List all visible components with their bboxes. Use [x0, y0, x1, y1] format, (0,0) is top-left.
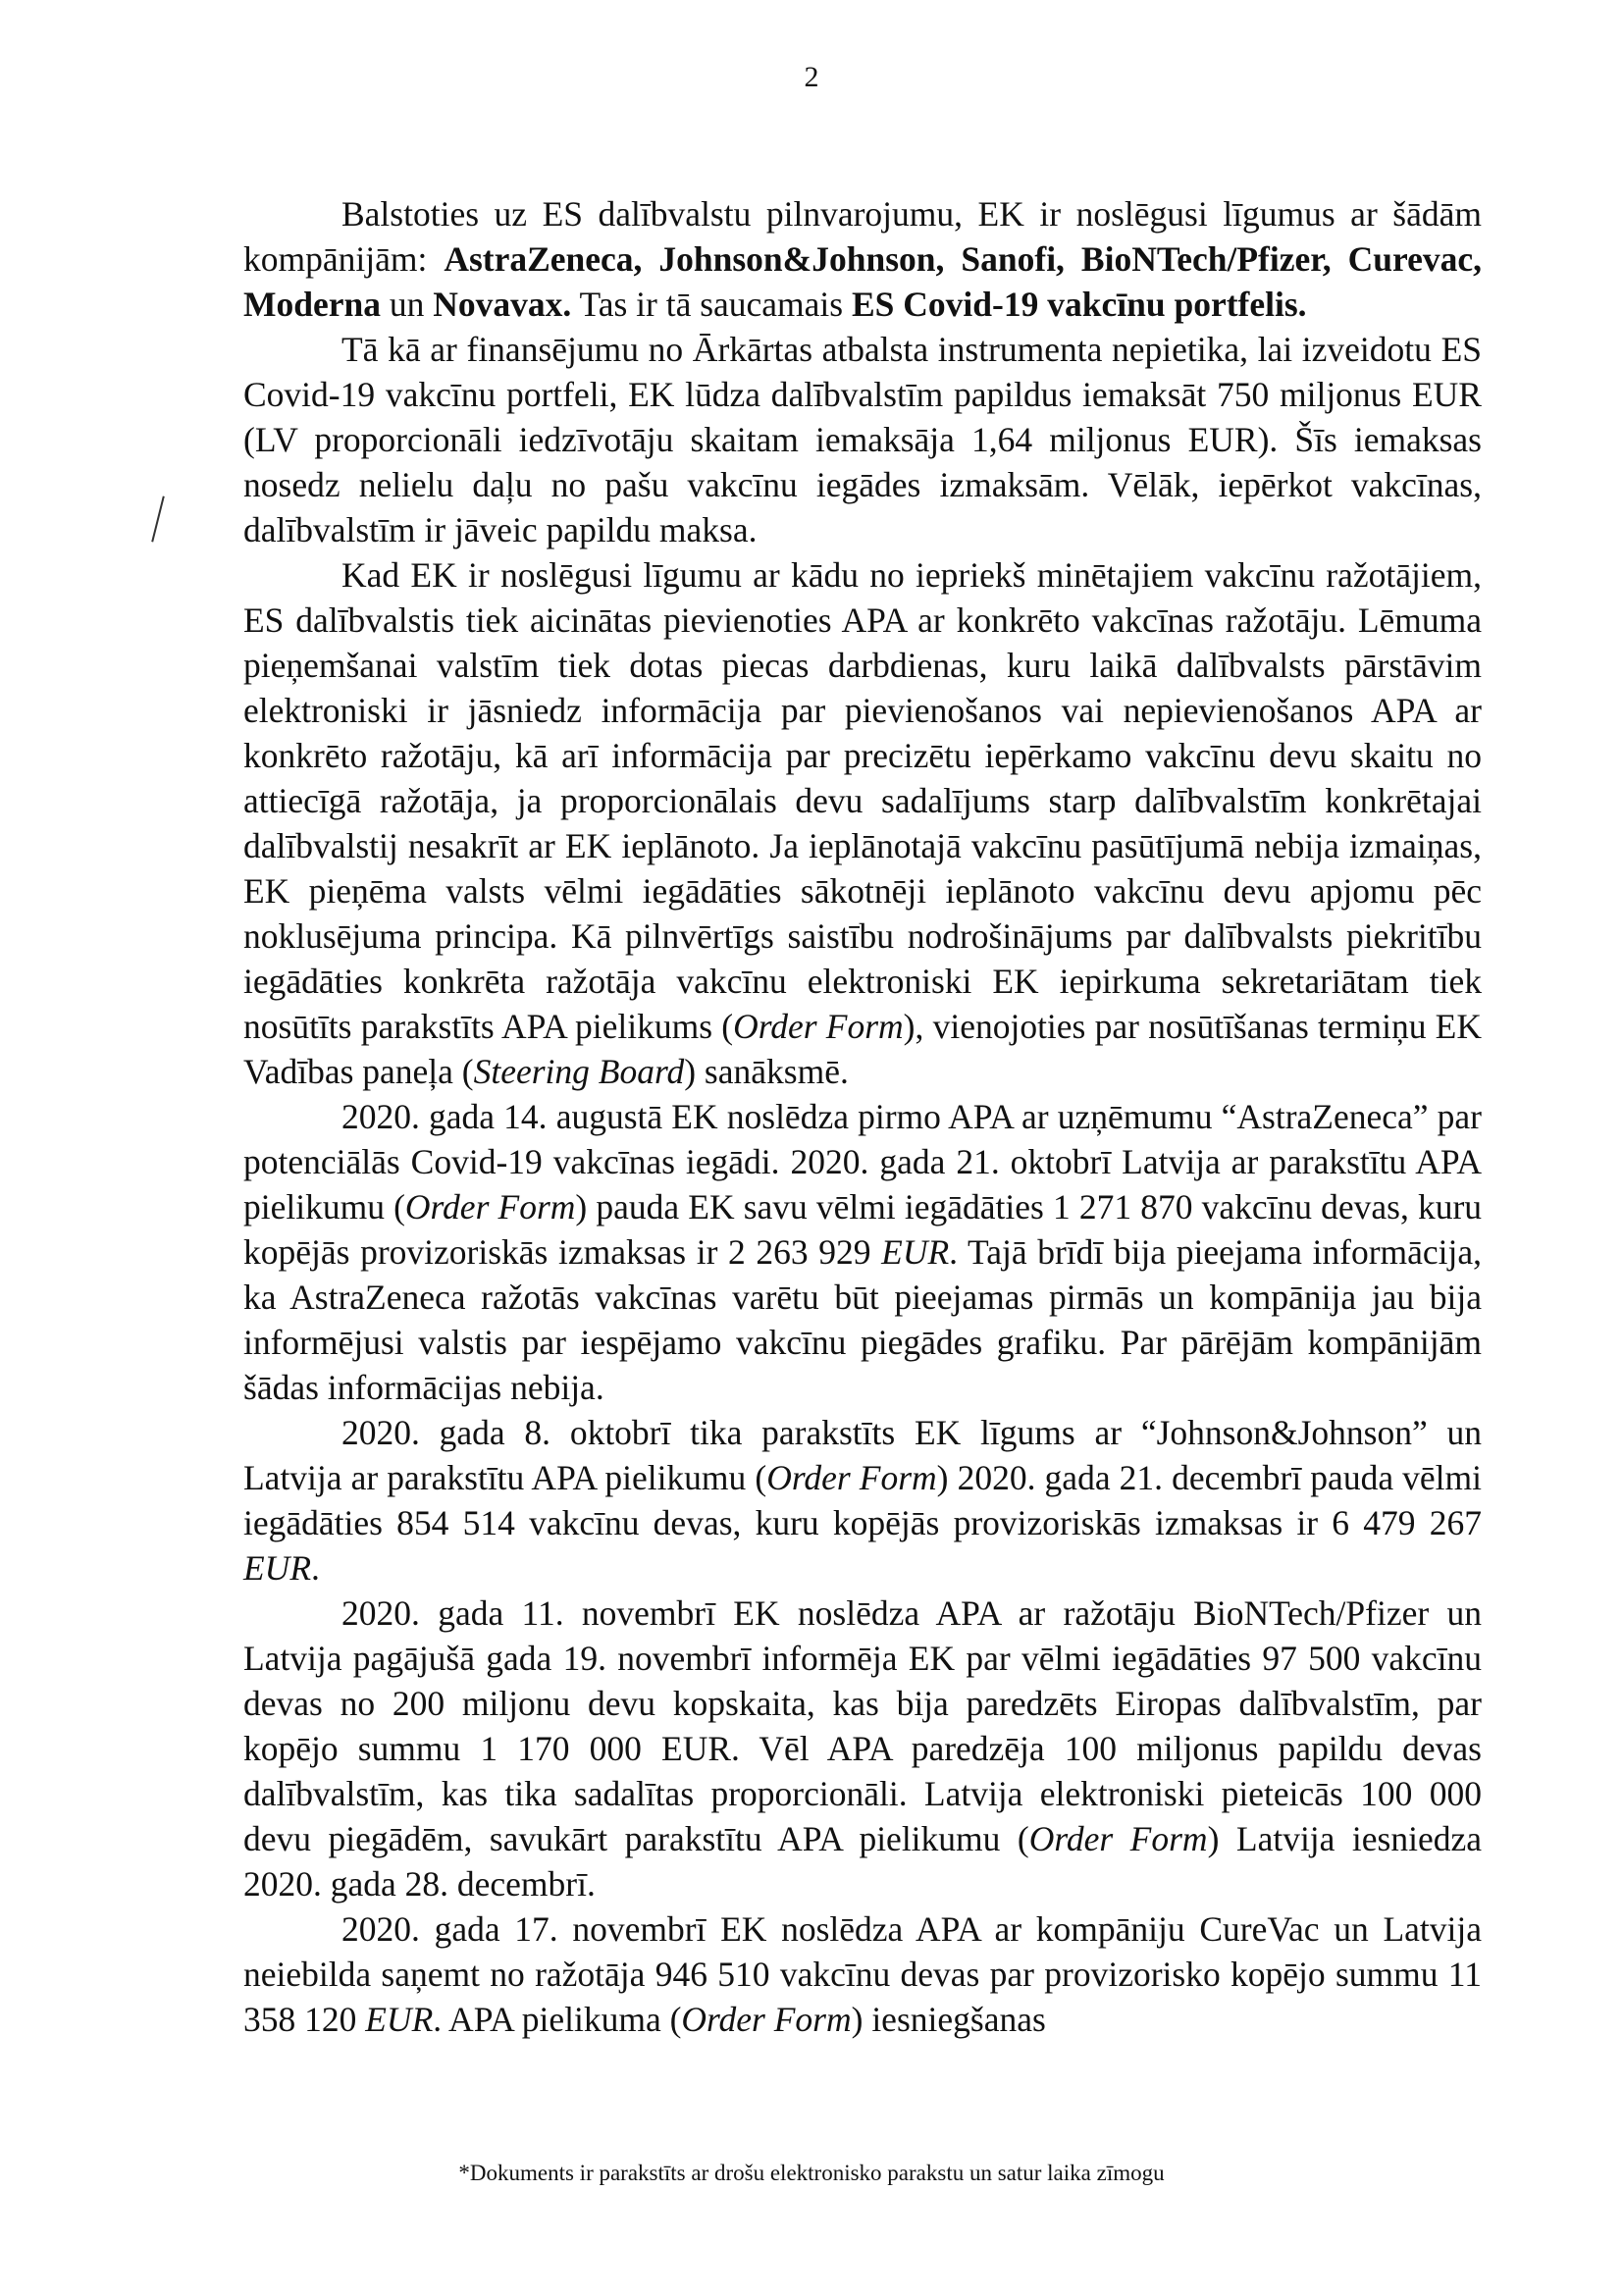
italic-text: Order Form: [766, 1458, 937, 1497]
text-run: Balstoties uz ES dalībvalstu pilnvarojumu, EK ir noslēgusi līgumus ar šādām kompānijām:: [243, 194, 1482, 279]
italic-text: Order Form: [1028, 1819, 1208, 1858]
paragraph-2: [243, 327, 1482, 552]
text-run: 2020. gada 14. augustā EK noslēdza pirmo APA ar uzņēmumu “AstraZeneca” par potenciālās Covid-19 vakcīnas iegādi. 2020. gada 21. oktobrī Latvija ar parakstītu APA pielikumu (: [243, 1097, 1482, 1226]
text-run: ) 2020. gada 21. decembrī pauda vēlmi iegādāties 854 514 vakcīnu devas, kuru kopējās provizoriskās izmaksas ir 6 479 267: [243, 1458, 1483, 1542]
text-run: ) sanāksmē.: [684, 1052, 849, 1091]
text-run: Kad EK ir noslēgusi līgumu ar kādu no iepriekš minētajiem vakcīnu ražotājiem, ES dalībvalstis tiek aicinātas pievienoties APA ar konkrēto vakcīnas ražotāju. Lēmuma pieņemšanai valstīm tiek dotas piecas darbdienas, kuru laikā dalībvalsts pārstāvim elektroniski ir jāsniedz informācija par pievienošanos vai nepievienošanos APA ar konkrēto ražotāju, kā arī informācija par precizētu iepērkamo vakcīnu devu skaitu no attiecīgā ražotāja, ja proporcionālais devu sadalījums starp dalībvalstīm konkrētajai dalībvalstij nesakrīt ar EK ieplānoto. Ja ieplānotajā vakcīnu pasūtījumā nebija izmaiņas, EK pieņēma valsts vēlmi iegādāties sākotnēji ieplānoto vakcīnu devu apjomu pēc noklusējuma principa. Kā pilnvērtīgs saistību nodrošinājums par dalībvalsts piekritību iegādāties konkrēta ražotāja vakcīnu elektroniski EK iepirkuma sekretariātam tiek nosūtīts parakstīts APA pielikums (: [243, 555, 1482, 1046]
text-run: Tā kā ar finansējumu no Ārkārtas atbalsta instrumenta nepietika, lai izveidotu ES Covid-19 vakcīnu portfeli, EK lūdza dalībvalstīm papildus iemaksāt 750 miljonus EUR (LV proporcionāli iedzīvotāju skaitam iemaksāja 1,64 miljonus EUR). Šīs iemaksas nosedz nelielu daļu no pašu vakcīnu iegādes izmaksām. Vēlāk, iepērkot vakcīnas, dalībvalstīm ir jāveic papildu maksa.: [243, 330, 1482, 549]
handwritten-margin-mark: [151, 496, 165, 542]
paragraph-3: [243, 552, 1482, 1094]
bold-text: AstraZeneca, Johnson&Johnson, Sanofi, BioNTech/Pfizer, Curevac, Moderna: [243, 239, 1482, 324]
italic-text: Order Form: [404, 1187, 576, 1226]
text-run: Tas ir tā saucamais: [571, 285, 852, 324]
paragraph-5: [243, 1410, 1482, 1591]
paragraph-7: [243, 1906, 1482, 2042]
page-number: 2: [804, 61, 819, 93]
text-run: . Tajā brīdī bija pieejama informācija, ka AstraZeneca ražotās vakcīnas varētu būt pieejamas pirmās un kompānija jau bija informējusi valstis par iespējamo vakcīnu piegādes grafiku. Par pārējām kompānijām šādas informācijas nebija.: [243, 1232, 1483, 1407]
text-run: ), vienojoties par nosūtīšanas termiņu EK Vadības paneļa (: [243, 1007, 1483, 1091]
text-run: un: [381, 285, 434, 324]
paragraph-1: [243, 191, 1482, 327]
paragraph-6: [243, 1591, 1482, 1906]
italic-text: Order Form: [681, 2000, 852, 2039]
text-run: 2020. gada 17. novembrī EK noslēdza APA ar kompāniju CureVac un Latvija neiebilda saņemt no ražotāja 946 510 vakcīnu devas par provizorisko kopējo summu 11 358 120: [243, 1909, 1482, 2039]
italic-text: EUR: [881, 1232, 950, 1272]
text-run: 2020. gada 8. oktobrī tika parakstīts EK līgums ar “Johnson&Johnson” un Latvija ar parakstītu APA pielikumu (: [243, 1413, 1482, 1497]
bold-text: ES Covid-19 vakcīnu portfelis.: [851, 285, 1307, 324]
text-run: ) pauda EK savu vēlmi iegādāties 1 271 870 vakcīnu devas, kuru kopējās provizoriskās izmaksas ir 2 263 929: [243, 1187, 1483, 1272]
paragraph-4: [243, 1094, 1482, 1410]
italic-text: EUR: [365, 2000, 434, 2039]
document-body: [243, 191, 1482, 2042]
italic-text: Order Form: [733, 1007, 904, 1046]
text-run: . APA pielikuma (: [433, 2000, 682, 2039]
text-run: .: [311, 1548, 320, 1588]
bold-text: Novavax.: [433, 285, 572, 324]
text-run: ) Latvija iesniedza 2020. gada 28. decembrī.: [243, 1819, 1482, 1904]
text-run: ) iesniegšanas: [851, 2000, 1046, 2039]
text-run: 2020. gada 11. novembrī EK noslēdza APA ar ražotāju BioNTech/Pfizer un Latvija pagājušā gada 19. novembrī informēja EK par vēlmi iegādāties 97 500 vakcīnu devas no 200 miljonu devu kopskaita, kas bija paredzēts Eiropas dalībvalstīm, par kopējo summu 1 170 000 EUR. Vēl APA paredzēja 100 miljonus papildu devas dalībvalstīm, kas tika sadalītas proporcionāli. Latvija elektroniski pieteicās 100 000 devu piegādēm, savukārt parakstītu APA pielikumu (: [243, 1593, 1482, 1858]
italic-text: EUR: [243, 1548, 312, 1588]
italic-text: Steering Board: [473, 1052, 685, 1091]
signature-footer-note: *Dokuments ir parakstīts ar drošu elektronisko parakstu un satur laika zīmogu: [458, 2161, 1165, 2185]
